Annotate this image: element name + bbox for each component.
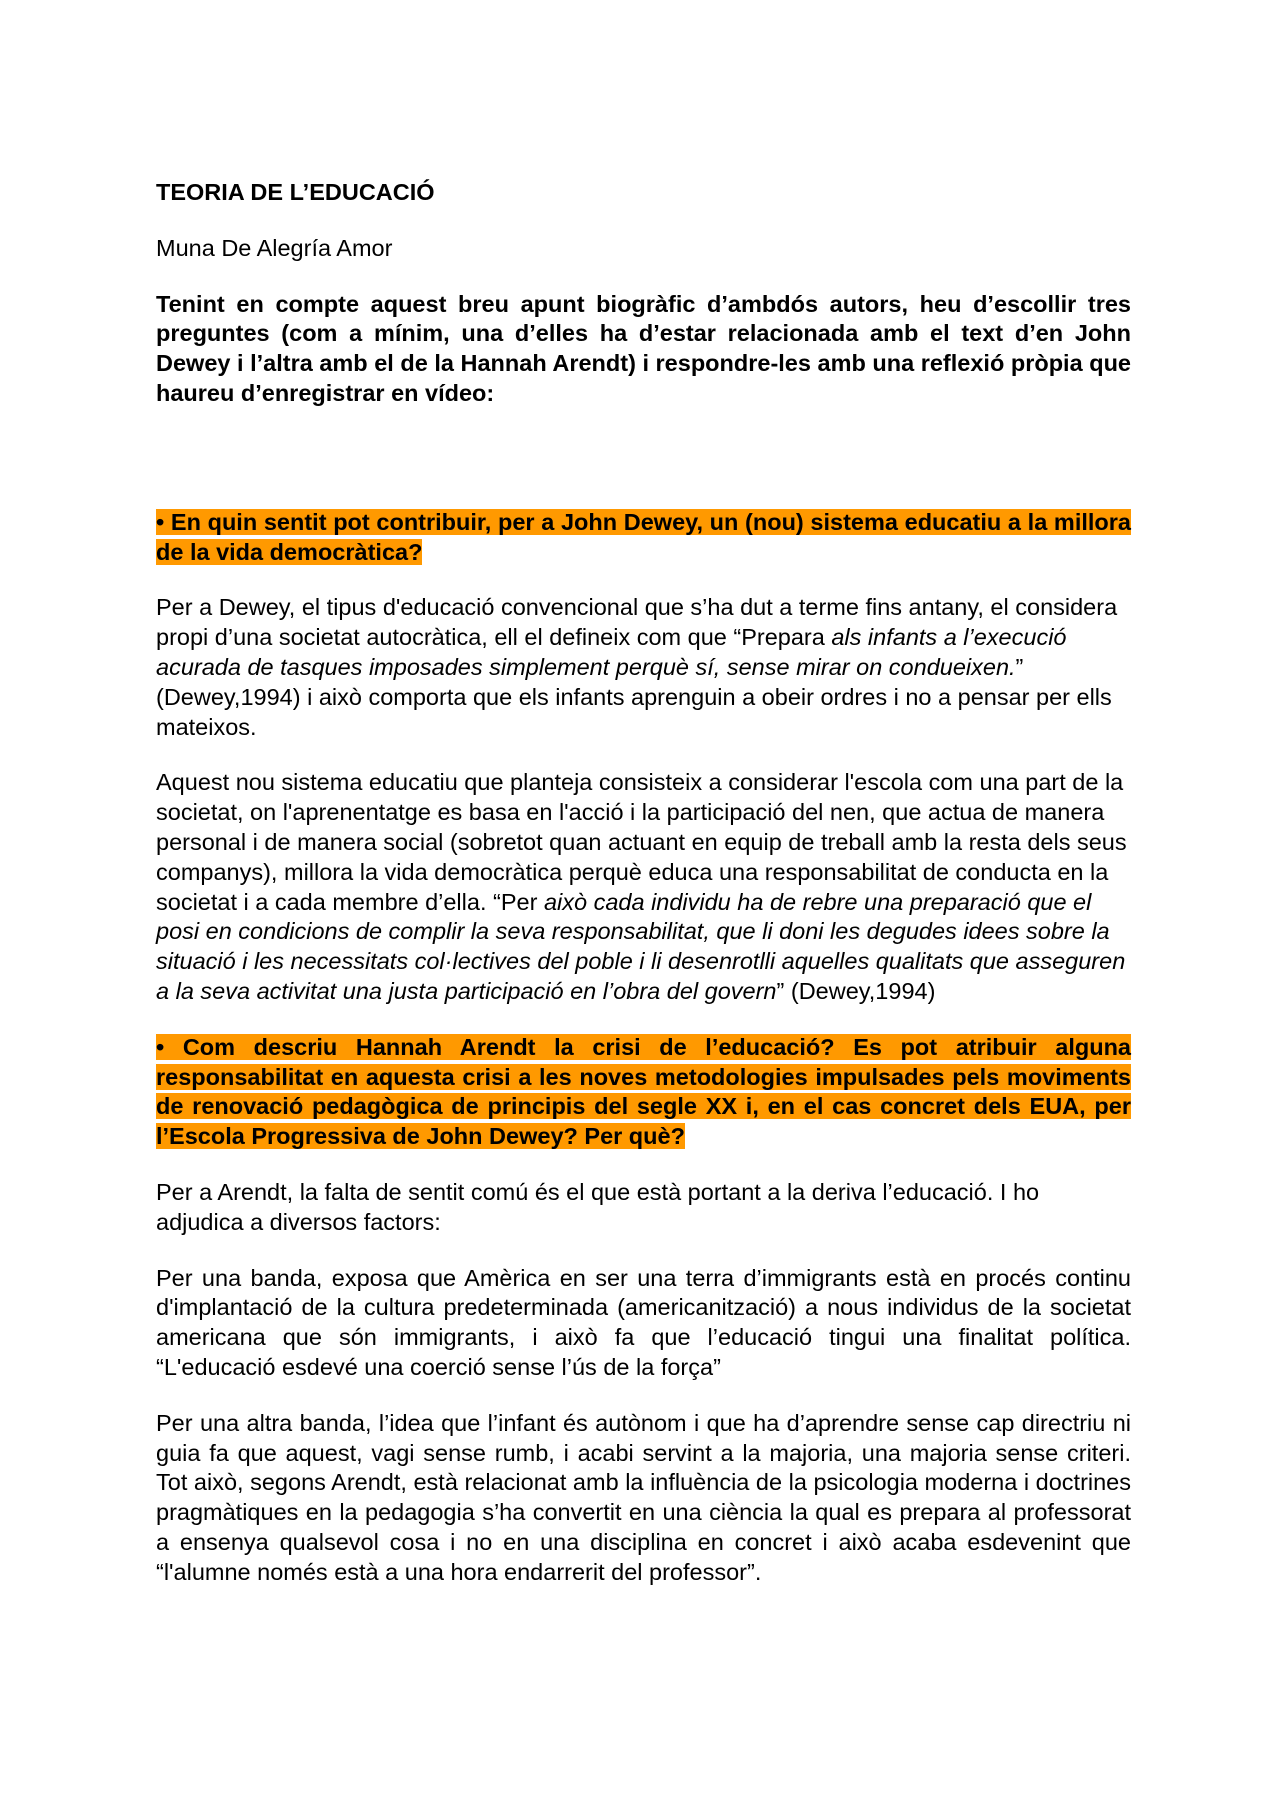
answer-2-paragraph-2: Per una banda, exposa que Amèrica en ser una terra d’immigrants està en procés continu d'implantació de la cultura predeterminada (americanització) a nous individus de la societat americana que són immigrants, i això fa que l’educació tingui una finalitat política. “L'educació esdevé una coerció sense l’ús de la força”: [156, 1264, 1131, 1380]
question-1-text: • En quin sentit pot contribuir, per a John Dewey, un (nou) sistema educatiu a la millora de la vida democràtica?: [156, 508, 1131, 565]
assignment-instructions: Tenint en compte aquest breu apunt biogràfic d’ambdós autors, heu d’escollir tres preguntes (com a mínim, una d’elles ha d’estar relacionada amb el text d’en John Dewey i l’altra amb el de la Hannah Arendt) i respondre-les amb una reflexió pròpia que haureu d’enregistrar en vídeo:: [156, 290, 1131, 406]
question-1: [156, 508, 1131, 568]
answer-1-paragraph-2-citation: ” (Dewey,1994): [776, 977, 936, 1004]
answer-1-paragraph-1-text: Per a Dewey, el tipus d'educació convencional que s’ha dut a terme fins antany, el considera propi d’una societat autocràtica, ell el defineix com que “Prepara: [156, 594, 1118, 651]
answer-1-paragraph-1-citation: ” (Dewey,1994) i això comporta que els infants aprenguin a obeir ordres i no a pensar per ells mateixos.: [156, 653, 1112, 740]
answer-2-paragraph-3: Per una altra banda, l’idea que l’infant és autònom i que ha d’aprendre sense cap directriu ni guia fa que aquest, vagi sense rumb, i acabi servint a la majoria, una majoria sense criteri. Tot això, segons Arendt, està relacionat amb la influència de la psicologia moderna i doctrines pragmàtiques en la pedagogia s’ha convertit en una ciència la qual es prepara al professorat a ensenya qualsevol cosa i no en una disciplina en concret i això acaba esdevenint que “l'alumne només està a una hora endarrerit del professor”.: [156, 1409, 1131, 1585]
question-2: [156, 1033, 1131, 1152]
answer-1-paragraph-2: [156, 768, 1131, 1006]
answer-1-paragraph-2-quote: això cada individu ha de rebre una preparació que el posi en condicions de complir la seva responsabilitat, que li doni les degudes idees sobre la situació i les necessitats col·lectives del poble i li desenrotlli aquelles qualitats que asseguren a la seva activitat una justa participació en l’obra del govern: [156, 888, 1126, 1004]
document-page: [156, 178, 1131, 1613]
answer-1-paragraph-1: [156, 593, 1131, 742]
answer-2-paragraph-1: Per a Arendt, la falta de sentit comú és el que està portant a la deriva l’educació. I ho adjudica a diversos factors:: [156, 1178, 1040, 1235]
answer-1-paragraph-2-text: Aquest nou sistema educatiu que planteja consisteix a considerar l'escola com una part de la societat, on l'aprenentatge es basa en l'acció i la participació del nen, que actua de manera personal i de manera social (sobretot quan actuant en equip de treball amb la resta dels seus companys), millora la vida democràtica perquè educa una responsabilitat de conducta en la societat i a cada membre d’ella. “Per: [156, 769, 1127, 915]
answer-1-paragraph-1-quote: als infants a l’execució acurada de tasques imposades simplement perquè sí, sense mirar on condueixen.: [156, 624, 1067, 680]
author-name: Muna De Alegría Amor: [156, 234, 393, 261]
question-2-text: • Com descriu Hannah Arendt la crisi de l’educació? Es pot atribuir alguna responsabilitat en aquesta crisi a les noves metodologies impulsades pels moviments de renovació pedagògica de principis del segle XX i, en el cas concret dels EUA, per l’Escola Progressiva de John Dewey? Per què?: [156, 1033, 1131, 1150]
document-title: TEORIA DE L’EDUCACIÓ: [156, 179, 435, 205]
